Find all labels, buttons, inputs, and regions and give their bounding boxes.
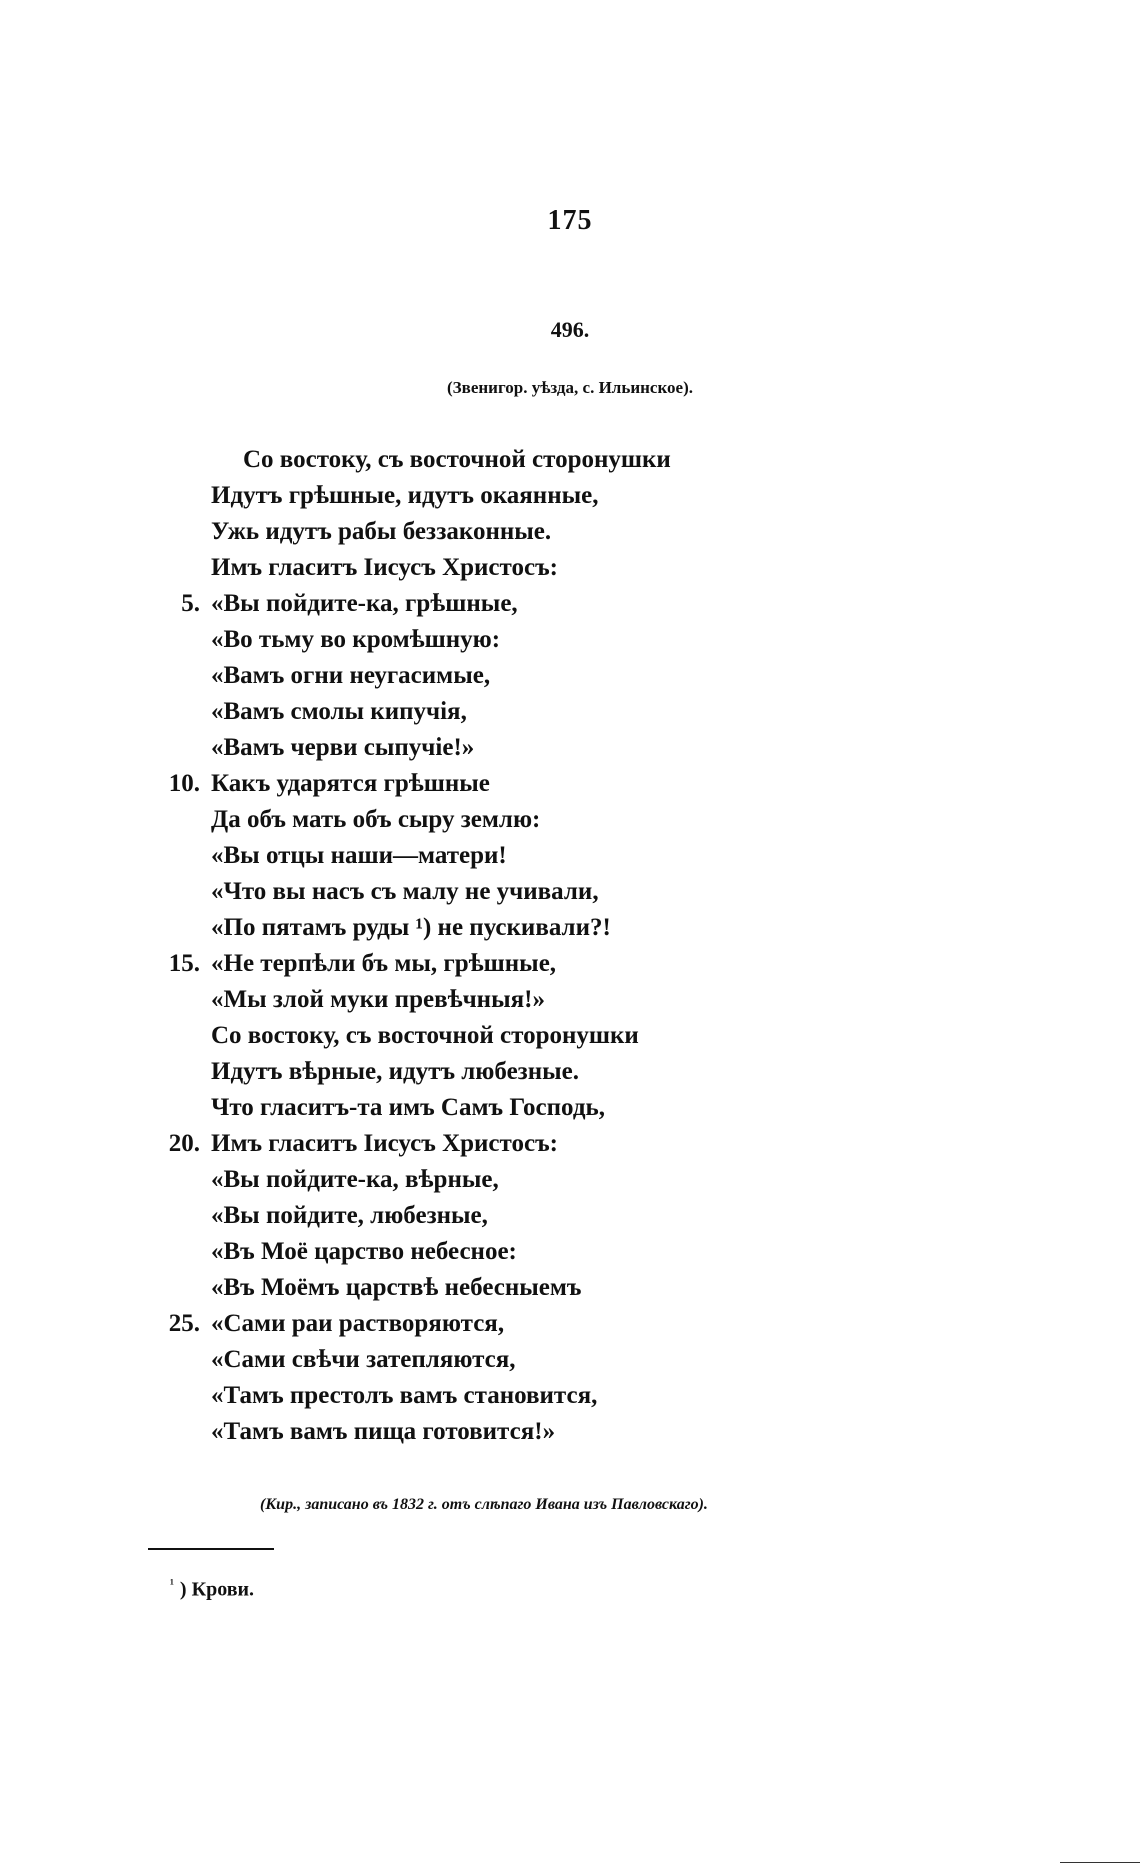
line-text: «Вамъ огни неугасимые, <box>211 662 491 689</box>
line-text: «Что вы насъ съ малу не учивали, <box>211 878 599 905</box>
verse-line <box>150 1414 850 1450</box>
verse-line <box>150 1090 850 1126</box>
song-number: 496. <box>550 317 590 342</box>
line-text: Имъ гласитъ Іисусъ Христосъ: <box>211 554 558 581</box>
line-text: Со востоку, съ восточной сторонушки <box>243 446 671 473</box>
verse-line <box>150 586 850 622</box>
line-text: Ужь идутъ рабы беззаконные. <box>211 518 552 545</box>
line-text: «Тамъ престолъ вамъ становится, <box>211 1382 598 1409</box>
line-text: «Вы пойдите-ка, грѣшные, <box>211 590 518 617</box>
line-text: Что гласитъ-та имъ Самъ Господь, <box>211 1094 605 1121</box>
verse-line <box>150 478 850 514</box>
line-text: «По пятамъ руды ¹) не пускивали?! <box>211 914 611 941</box>
page-edge-rule <box>1060 1862 1140 1863</box>
verse-line <box>150 1306 850 1342</box>
verse-line <box>150 1198 850 1234</box>
line-text: «Тамъ вамъ пища готовится!» <box>211 1418 556 1445</box>
line-text: «Во тьму во кромѣшную: <box>211 626 501 653</box>
line-text: «Въ Моё царство небесное: <box>211 1238 517 1265</box>
verse-line <box>150 910 850 946</box>
verse-line <box>150 622 850 658</box>
line-number: 15. <box>168 950 200 977</box>
line-text: «Вы отцы наши—матери! <box>211 842 507 869</box>
line-number: 20. <box>168 1130 200 1157</box>
line-text: Идутъ грѣшные, идутъ окаянные, <box>211 482 599 509</box>
source-note: (Кир., записано въ 1832 г. отъ слѣпаго Ивана изъ Павловскаго). <box>260 1496 708 1513</box>
line-text: «Въ Моёмъ царствѣ небесныемъ <box>211 1274 582 1301</box>
line-text: «Вы пойдите, любезные, <box>211 1202 488 1229</box>
line-text: «Не терпѣли бъ мы, грѣшные, <box>211 950 557 977</box>
line-text: «Сами раи растворяются, <box>211 1310 505 1337</box>
verse-line <box>150 1054 850 1090</box>
verse-line <box>150 946 850 982</box>
verse-block <box>150 442 850 1450</box>
verse-line <box>150 766 850 802</box>
footnote-text: ) Крови. <box>179 1578 255 1601</box>
page-number: 175 <box>547 205 593 236</box>
line-number: 25. <box>168 1310 200 1337</box>
line-text: Да объ мать объ сыру землю: <box>211 806 541 833</box>
verse-line <box>150 658 850 694</box>
line-text: «Вы пойдите-ка, вѣрные, <box>211 1166 499 1193</box>
line-text: Какъ ударятся грѣшные <box>211 770 490 797</box>
verse-line <box>150 730 850 766</box>
verse-line <box>150 442 850 478</box>
verse-line <box>150 1270 850 1306</box>
footnote <box>170 1576 254 1602</box>
line-text: «Мы злой муки превѣчныя!» <box>211 986 545 1013</box>
verse-line <box>150 1342 850 1378</box>
line-text: Со востоку, съ восточной сторонушки <box>211 1022 639 1049</box>
verse-line <box>150 1126 850 1162</box>
line-text: «Вамъ смолы кипучія, <box>211 698 467 725</box>
verse-line <box>150 1378 850 1414</box>
verse-line <box>150 802 850 838</box>
verse-line <box>150 694 850 730</box>
footnote-divider <box>148 1548 274 1550</box>
verse-line <box>150 514 850 550</box>
verse-line <box>150 982 850 1018</box>
footnote-mark: ¹ <box>170 1576 174 1591</box>
line-number: 10. <box>168 770 200 797</box>
verse-line <box>150 874 850 910</box>
line-text: «Сами свѣчи затепляются, <box>211 1346 516 1373</box>
verse-line <box>150 1018 850 1054</box>
line-text: «Вамъ черви сыпучіе!» <box>211 734 475 761</box>
line-text: Идутъ вѣрные, идутъ любезные. <box>211 1058 579 1085</box>
line-number: 5. <box>181 590 200 617</box>
verse-line <box>150 1234 850 1270</box>
verse-line <box>150 1162 850 1198</box>
verse-line <box>150 550 850 586</box>
line-text: Имъ гласитъ Іисусъ Христосъ: <box>211 1130 558 1157</box>
verse-line <box>150 838 850 874</box>
locality-note: (Звенигор. уѣзда, с. Ильинское). <box>447 378 693 397</box>
